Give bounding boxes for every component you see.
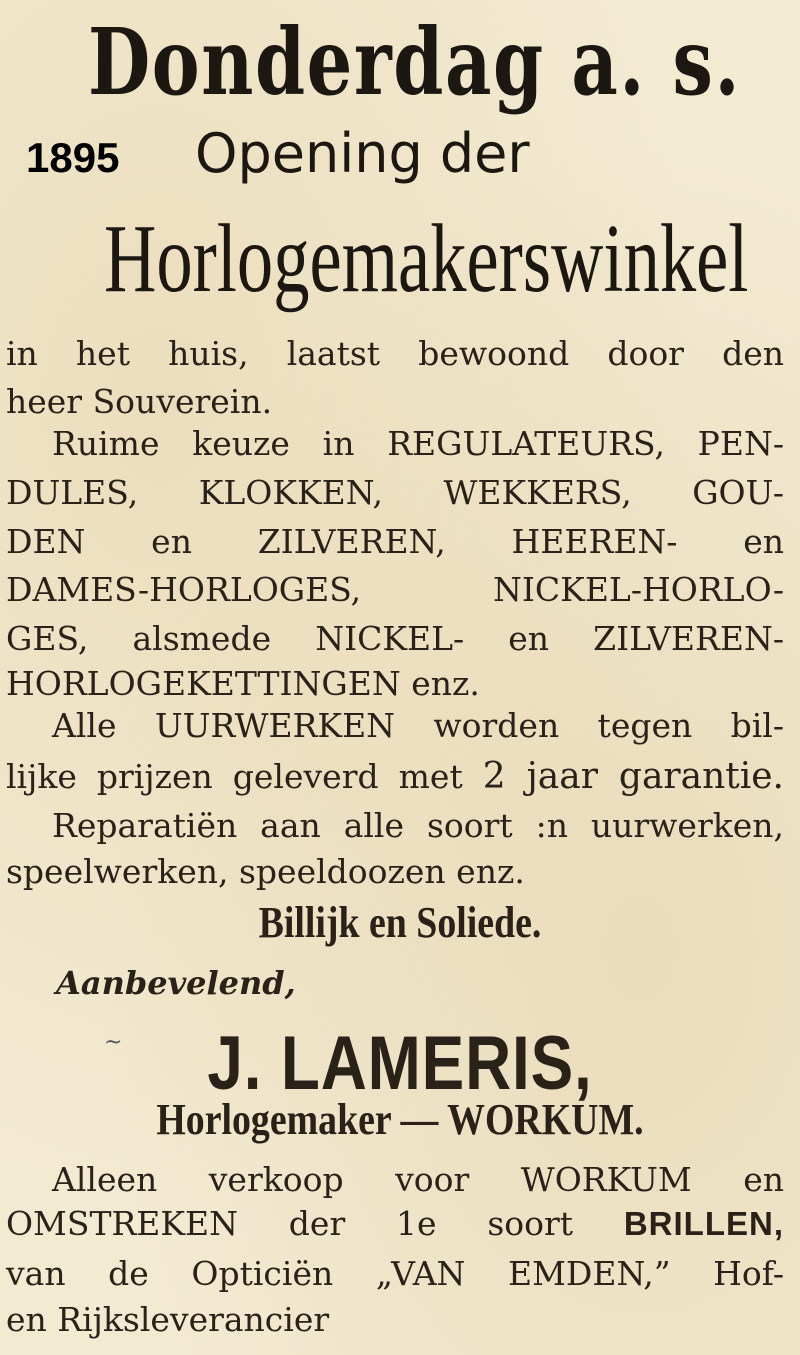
body-line: Ruime keuze in REGULATEURS, PEN- bbox=[52, 424, 784, 463]
headline-day: Donderdag a. s. bbox=[88, 8, 741, 116]
body-line: Reparatiën aan alle soort :n uurwerken, bbox=[52, 806, 784, 845]
body-line: speelwerken, speeldoozen enz. bbox=[6, 852, 525, 891]
glasses-text: BRILLEN, bbox=[623, 1205, 784, 1242]
body-line: HORLOGEKETTINGEN enz. bbox=[6, 664, 480, 703]
body-line: DULES, KLOKKEN, WEKKERS, GOU- bbox=[6, 473, 784, 512]
guarantee-text: 2 jaar garantie. bbox=[482, 756, 784, 797]
body-line: DEN en ZILVEREN, HEEREN- en bbox=[6, 522, 784, 561]
body-line: in het huis, laatst bewoond door den bbox=[6, 334, 784, 373]
ornament-mark: ~ bbox=[104, 1030, 123, 1055]
proprietor-name: J. LAMERIS, bbox=[207, 1021, 593, 1106]
body-line: DAMES-HORLOGES, NICKEL-HORLO- bbox=[6, 570, 784, 609]
proprietor-trade: Horlogemaker — WORKUM. bbox=[156, 1095, 644, 1144]
opening-heading: Opening der bbox=[195, 122, 530, 185]
footer-line: Alleen verkoop voor WORKUM en bbox=[52, 1160, 784, 1199]
footer-line: van de Opticiën „VAN EMDEN,” Hof- bbox=[6, 1254, 784, 1293]
footer-line: en Rijksleverancier bbox=[6, 1300, 330, 1339]
body-line: Alle UURWERKEN worden tegen bil- bbox=[52, 706, 784, 745]
year-label: 1895 bbox=[26, 134, 120, 181]
footer-line bbox=[6, 1204, 784, 1244]
footer-line-part: OMSTREKEN der 1e soort bbox=[6, 1204, 624, 1243]
body-line: GES, alsmede NICKEL- en ZILVEREN- bbox=[6, 619, 784, 658]
recommend-text: Aanbevelend, bbox=[56, 964, 296, 1002]
slogan: Billijk en Soliede. bbox=[258, 898, 542, 947]
shop-heading: Horlogemakerswinkel bbox=[104, 205, 749, 313]
body-line: heer Souverein. bbox=[6, 382, 273, 421]
body-line bbox=[6, 757, 784, 797]
body-line-part: lijke prijzen geleverd met bbox=[6, 757, 483, 796]
